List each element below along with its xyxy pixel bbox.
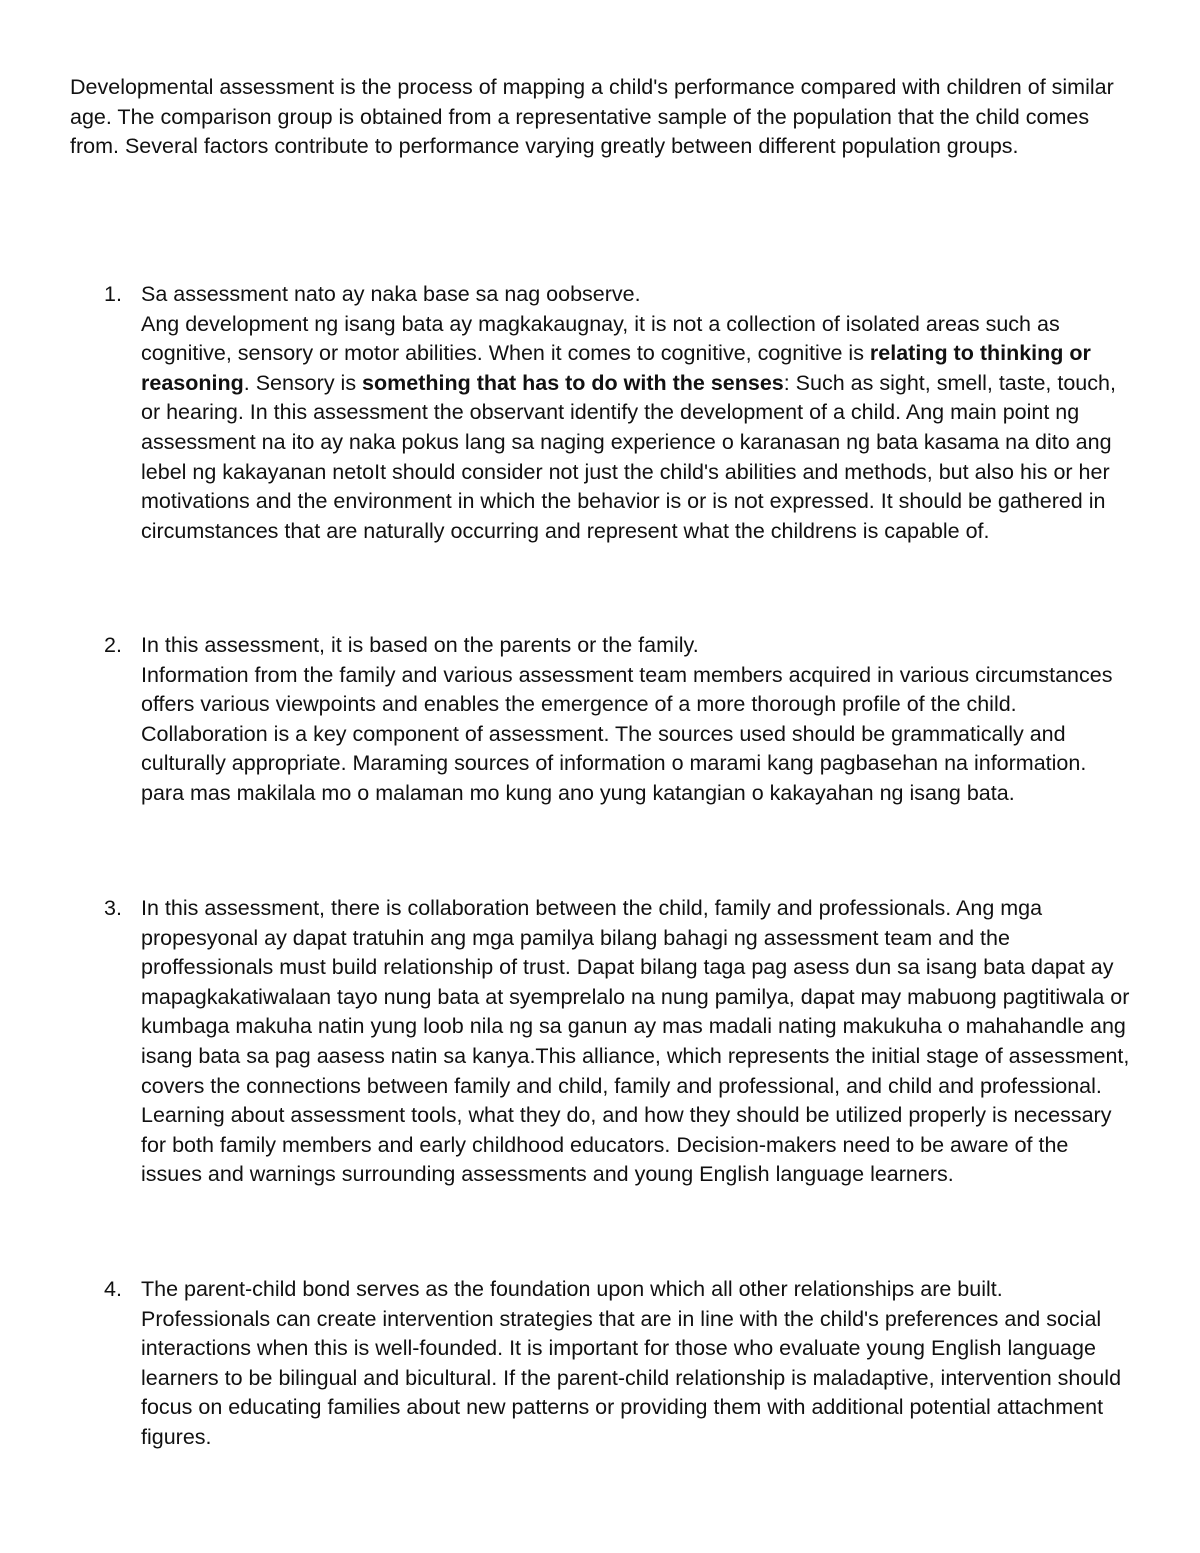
list-item-2 [104,631,1134,809]
list-item-body [141,1275,1134,1453]
paragraph-text: : Such as sight, smell, taste, touch, or hearing. In this assessment the observant identify the development of a child. Ang main point ng assessment na ito ay naka pokus lang sa naging experience o karanasan ng bata kasama na dito ang lebel ng kakayanan netoIt should consider not just the child's abilities and methods, but also his or her motivations and the environment in which the behavior is or is not expressed. It should be gathered in circumstances that are naturally occurring and represent what the childrens is capable of. [141,370,1116,543]
list-item-1 [104,280,1134,546]
list-item-3 [104,894,1134,1190]
list-item-body [141,894,1134,1190]
list-item-number: 1. [104,282,122,306]
list-item-number: 2. [104,633,122,657]
list-item-lead: In this assessment, it is based on the parents or the family. [141,633,699,657]
list-item-number: 3. [104,896,122,920]
bold-phrase: relating to thinking or reasoning [141,341,1091,395]
list-item-body [141,631,1134,809]
paragraph-text: . Sensory is [243,370,363,395]
list-item-4 [104,1275,1134,1453]
list-item-paragraph: Information from the family and various assessment team members acquired in various circumstances offers various viewpoints and enables the emergence of a more thorough profile of the child. Collaboration is a key component of assessment. The sources used should be grammatically and culturally appropriate. Maraming sources of information o marami kang pagbasehan na information. para mas makilala mo o malaman mo kung ano yung katangian o kakayahan ng isang bata. [141,662,1113,805]
list-item-paragraph [141,310,1134,547]
list-item-paragraph: The parent-child bond serves as the foundation upon which all other relationships are built. Professionals can create intervention strategies that are in line with the child's preferences and social interactions when this is well-founded. It is important for those who evaluate young English language learners to be bilingual and bicultural. If the parent-child relationship is maladaptive, intervention should focus on educating families about new patterns or providing them with additional potential attachment figures. [141,1277,1122,1449]
intro-paragraph: Developmental assessment is the process of mapping a child's performance compared with children of similar age. The comparison group is obtained from a representative sample of the population that the child comes from. Several factors contribute to performance varying greatly between different population groups. [70,75,1114,159]
list-item-number: 4. [104,1277,122,1301]
list-item-paragraph: In this assessment, there is collaboration between the child, family and professionals. Ang mga propesyonal ay dapat tratuhin ang mga pamilya bilang bahagi ng assessment team and the proffessionals must build relationship of trust. Dapat bilang taga pag asess dun sa isang bata dapat ay mapagkakatiwalaan tayo nung bata at syemprelalo na nung pamilya, dapat may mabuong pagtitiwala or kumbaga makuha natin yung loob nila ng sa ganun ay mas madali nating makukuha o mahahandle ang isang bata sa pag aasess natin sa kanya.This alliance, which represents the initial stage of assessment, covers the connections between family and child, family and professional, and child and professional. Learning about assessment tools, what they do, and how they should be utilized properly is necessary for both family members and early childhood educators. Decision-makers need to be aware of the issues and warnings surrounding assessments and young English language learners. [141,896,1130,1187]
list-item-lead: Sa assessment nato ay naka base sa nag oobserve. [141,282,641,306]
bold-phrase: something that has to do with the senses [362,370,784,395]
paragraph-text: Ang development ng isang bata ay magkakaugnay, it is not a collection of isolated areas such as cognitive, sensory or motor abilities. When it comes to cognitive, cognitive is [141,311,1060,366]
list-item-body [141,280,1134,546]
